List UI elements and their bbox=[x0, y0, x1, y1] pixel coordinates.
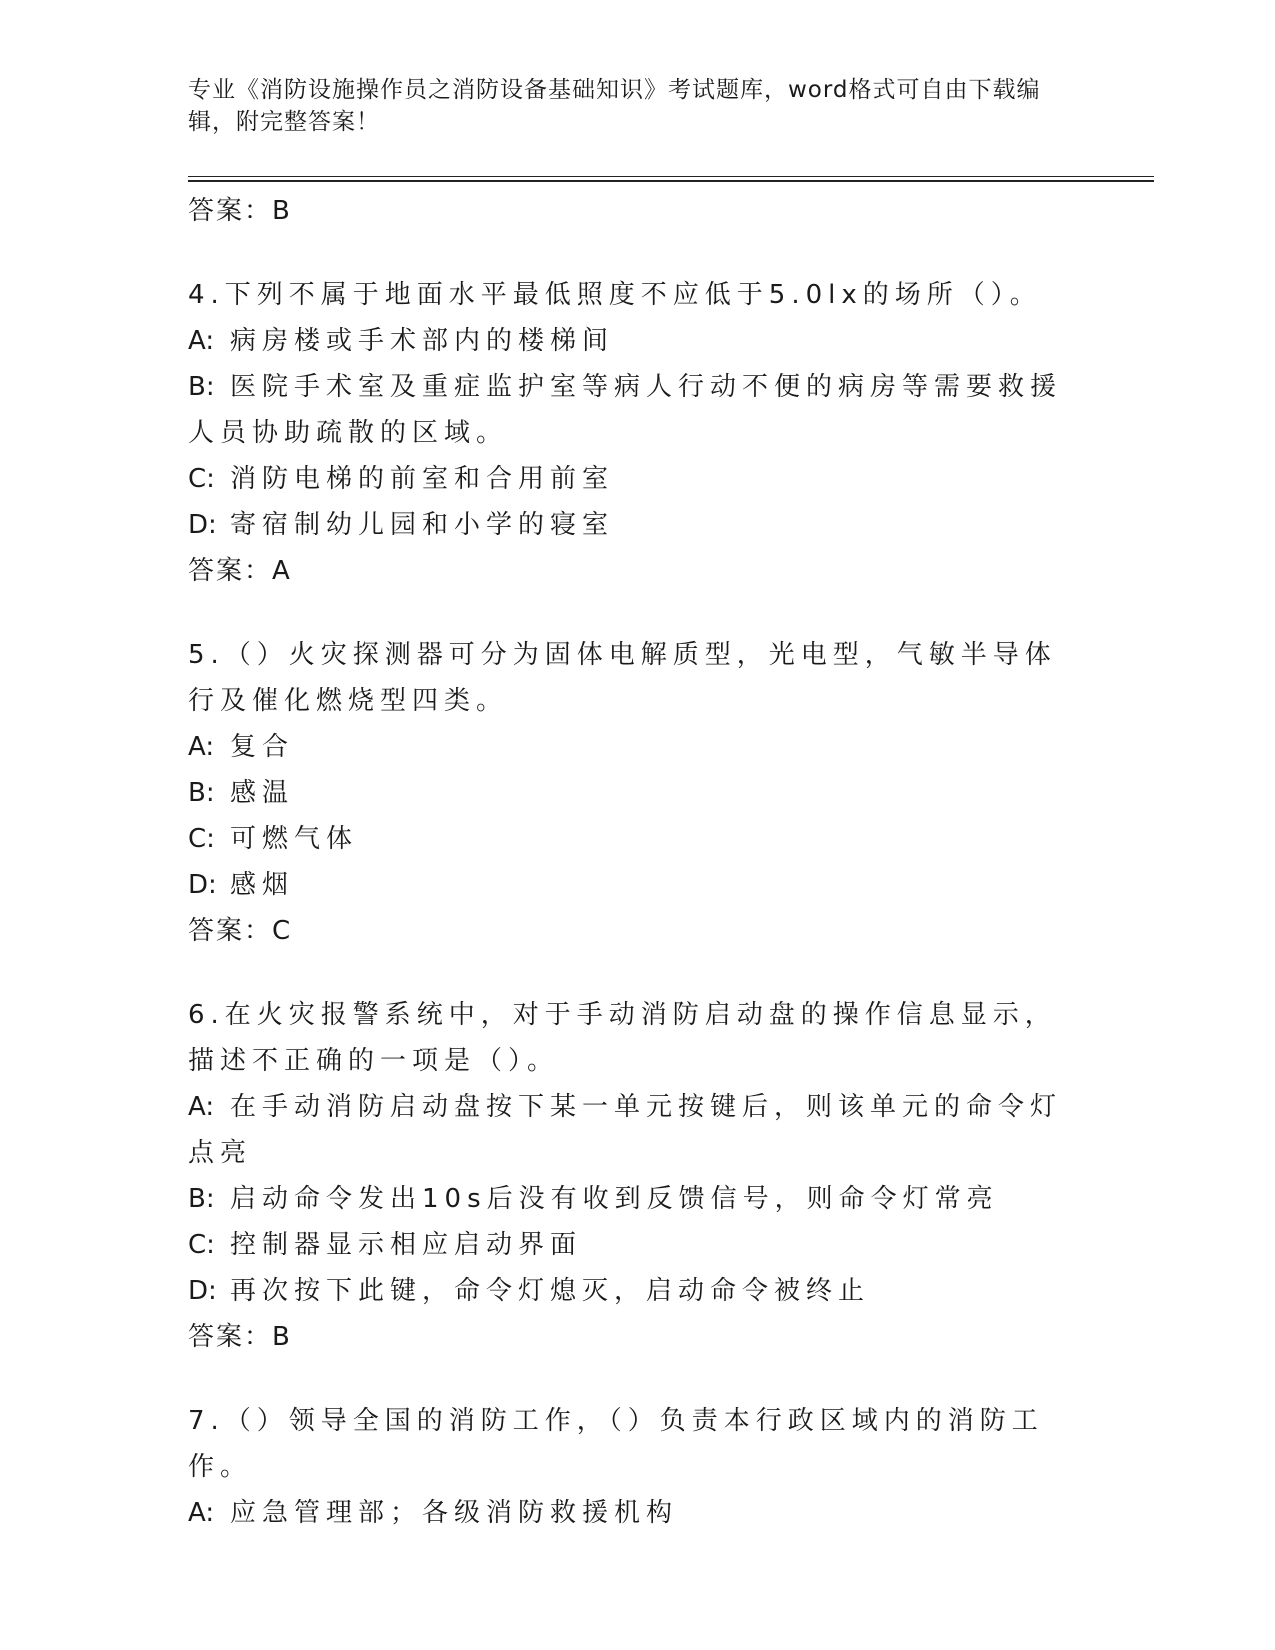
option-d bbox=[188, 502, 1088, 548]
question-stem: 4.下列不属于地面水平最低照度不应低于5.0lx的场所（）。 bbox=[188, 280, 1042, 310]
option-text: 再次按下此键，命令灯熄灭，启动命令被终止 bbox=[230, 1276, 871, 1306]
option-d bbox=[188, 862, 1088, 908]
question-block bbox=[188, 992, 1088, 1360]
option-letter: D: bbox=[188, 870, 217, 900]
option-text: 在手动消防启动盘按下某一单元按键后，则该单元的命令灯点亮 bbox=[188, 1092, 1063, 1168]
option-letter: A: bbox=[188, 732, 215, 762]
option-letter: A: bbox=[188, 326, 215, 356]
page-header-text: 专业《消防设施操作员之消防设备基础知识》考试题库，word格式可自由下载编辑，附完整答案！ bbox=[188, 77, 1041, 135]
question-stem: 6.在火灾报警系统中，对于手动消防启动盘的操作信息显示，描述不正确的一项是（）。 bbox=[188, 1000, 1057, 1076]
option-text: 病房楼或手术部内的楼梯间 bbox=[230, 326, 615, 356]
header-rule-thick bbox=[188, 180, 1154, 182]
question-stem: 7.（）领导全国的消防工作，（）负责本行政区域内的消防工作。 bbox=[188, 1406, 1044, 1482]
option-a bbox=[188, 1084, 1088, 1176]
option-a bbox=[188, 1490, 1088, 1536]
option-letter: B: bbox=[188, 778, 215, 808]
option-letter: B: bbox=[188, 1184, 215, 1214]
option-b bbox=[188, 770, 1088, 816]
option-a bbox=[188, 318, 1088, 364]
option-letter: C: bbox=[188, 464, 215, 494]
document-body bbox=[188, 188, 1088, 1536]
question-block bbox=[188, 1398, 1088, 1536]
answer-label: 答案：C bbox=[188, 916, 293, 946]
option-text: 启动命令发出10s后没有收到反馈信号，则命令灯常亮 bbox=[230, 1184, 999, 1214]
option-letter: D: bbox=[188, 1276, 217, 1306]
option-c bbox=[188, 1222, 1088, 1268]
option-text: 复合 bbox=[230, 732, 295, 762]
option-text: 医院手术室及重症监护室等病人行动不便的病房等需要救援人员协助疏散的区域。 bbox=[188, 372, 1063, 448]
option-text: 控制器显示相应启动界面 bbox=[230, 1230, 583, 1260]
option-b bbox=[188, 364, 1088, 456]
option-text: 感温 bbox=[230, 778, 295, 808]
answer-label: 答案：A bbox=[188, 556, 292, 586]
option-letter: B: bbox=[188, 372, 215, 402]
option-text: 感烟 bbox=[230, 870, 295, 900]
option-letter: A: bbox=[188, 1092, 215, 1122]
option-b bbox=[188, 1176, 1088, 1222]
option-text: 寄宿制幼儿园和小学的寝室 bbox=[230, 510, 615, 540]
option-c bbox=[188, 456, 1088, 502]
option-a bbox=[188, 724, 1088, 770]
option-d bbox=[188, 1268, 1088, 1314]
option-text: 可燃气体 bbox=[230, 824, 359, 854]
option-text: 应急管理部；各级消防救援机构 bbox=[230, 1498, 679, 1528]
option-c bbox=[188, 816, 1088, 862]
option-letter: C: bbox=[188, 824, 215, 854]
option-letter: D: bbox=[188, 510, 217, 540]
option-letter: C: bbox=[188, 1230, 215, 1260]
option-text: 消防电梯的前室和合用前室 bbox=[230, 464, 615, 494]
question-stem: 5.（）火灾探测器可分为固体电解质型，光电型，气敏半导体行及催化燃烧型四类。 bbox=[188, 640, 1057, 716]
question-block bbox=[188, 632, 1088, 954]
answer-label: 答案：B bbox=[188, 196, 292, 226]
header-rule-thin bbox=[188, 176, 1154, 177]
question-block bbox=[188, 272, 1088, 594]
option-letter: A: bbox=[188, 1498, 215, 1528]
answer-label: 答案：B bbox=[188, 1322, 292, 1352]
